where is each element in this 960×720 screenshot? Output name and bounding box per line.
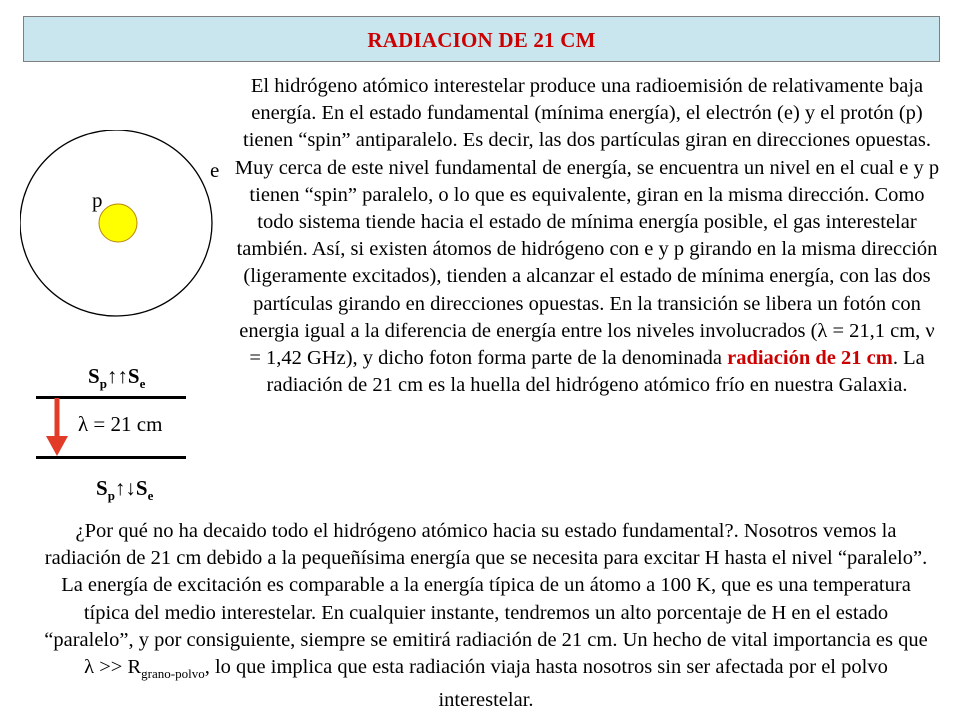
title-bar <box>23 16 940 62</box>
transition-arrow-icon <box>40 396 74 458</box>
proton-label: p <box>92 188 103 212</box>
lower-state-label: $S_p↑↓S_e$ <box>96 476 154 504</box>
spin-parallel-arrows: ↑↑ <box>106 364 128 388</box>
proton-circle <box>99 204 137 242</box>
paragraph-1: El hidrógeno atómico interestelar produce una radioemisión de relativamente baja energía. En el estado fundamental (mínima energía), el electrón (e) y el protón (p) tienen “spin” antiparalelo. Es decir, las dos partículas giran en direcciones opuestas. Muy cerca de este nivel fundamental de energía, se encuentra un nivel en el cual e y p tienen “spin” paralelo, o lo que es equivalente, giran en la misma dirección. Como todo sistema tiende hacia el estado de mínima energía posible, el gas interestelar también. Así, si existen átomos de hidrógeno con e y p girando en la misma dirección (ligeramente excitados), tienden a alcanzar el estado de mínima energía, con las dos partículas girando en direcciones opuestas. En la transición se libera un fotón con energia igual a la diferencia de energía entre los niveles involucrados (λ = 21,1 cm, ν = 1,42 GHz), y dicho foton forma parte de la denominada radiación de 21 cm. La radiación de 21 cm es la huella del hidrógeno atómico frío en nuestra Galaxia. <box>234 75 940 397</box>
transition-wavelength: λ = 21 cm <box>78 412 163 436</box>
upper-state-label: $S_p↑↑S_e$ <box>88 364 146 392</box>
atom-diagram <box>20 130 230 330</box>
lower-energy-level <box>36 456 186 459</box>
electron-label: e <box>210 158 220 182</box>
highlight-21cm: radiación de 21 cm <box>727 347 893 370</box>
spin-antiparallel-arrows: ↑↓ <box>114 476 136 500</box>
page-title: RADIACION DE 21 CM <box>367 28 596 52</box>
paragraph-2: ¿Por qué no ha decaido todo el hidrógeno atómico hacia su estado fundamental?. Nosotros vemos la radiación de 21 cm debido a la pequeñísima energía que se necesita para excitar H hasta el nivel “paralelo”. La energía de excitación es comparable a la energía típica de un átomo a 100 K, que es una temperatura típica del medio interestelar. En cualquier instante, tendremos un alto porcentaje de H en el estado “paralelo”, y por consiguiente, siempre se emitirá radiación de 21 cm. Un hecho de vital importancia es que $\lambda >> R_{grano-polvo}$, lo que implica que esta radiación viaja hasta nosotros sin ser afectada por el polvo interestelar. <box>44 520 928 712</box>
